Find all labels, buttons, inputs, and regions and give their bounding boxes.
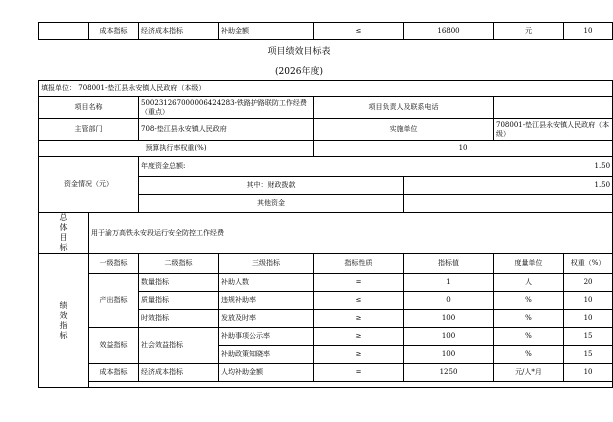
funds-total-value: 1.50 [594,162,611,170]
funds-label: 资金情况（元） [39,157,139,213]
unit-label: 填报单位： [41,84,76,92]
row-level2: 时效指标 [139,310,219,328]
cell-nature: ≤ [314,23,404,40]
row-level3: 补助人数 [219,274,314,292]
row-level2: 经济成本指标 [139,364,219,382]
funds-total-row [139,157,613,177]
row-weight: 20 [564,274,613,292]
row-level3: 发放及时率 [219,310,314,328]
project-name-value: 500231267000006424283-铁路护路联防工作经费（重点） [139,97,314,119]
group-benefit: 效益指标 [89,328,139,364]
performance-target-table [38,80,613,388]
row-weight: 10 [564,310,613,328]
row-unit: % [494,328,564,346]
funds-other-label: 其他资金 [139,195,404,213]
dept-value: 708-垫江县永安镇人民政府 [139,119,314,141]
funds-total-label: 年度资金总额: [141,162,186,170]
funds-fiscal-value: 1.50 [404,177,613,195]
header-nature: 指标性质 [314,254,404,274]
row-value: 100 [404,328,494,346]
year-subtitle: (2026年度) [275,67,323,77]
row-level2: 质量指标 [139,292,219,310]
impl-label: 实施单位 [314,119,494,141]
previous-table-row [38,22,613,40]
row-level3: 补助事项公示率 [219,328,314,346]
cell-level2: 经济成本指标 [139,23,219,40]
row-level2: 数量指标 [139,274,219,292]
row-level2: 社会效益指标 [139,328,219,364]
row-level3: 补助政策知晓率 [219,346,314,364]
row-level3: 人均补助金额 [219,364,314,382]
trailing-blank-row [89,382,613,388]
blank-cell [39,23,89,40]
dept-label: 主管部门 [39,119,139,141]
cell-unit: 元 [494,23,564,40]
cell-weight: 10 [564,23,613,40]
row-nature: = [314,274,404,292]
row-unit: 元/人*月 [494,364,564,382]
goal-text: 用于渝万高铁永安段运行安全防控工作经费 [89,213,613,254]
funds-fiscal-label: 其中：财政拨款 [139,177,404,195]
row-weight: 10 [564,292,613,310]
row-nature: ≥ [314,328,404,346]
row-value: 100 [404,310,494,328]
project-name-label: 项目名称 [39,97,139,119]
perf-label: 绩效指标 [59,300,68,340]
row-level3: 违规补助率 [219,292,314,310]
row-nature: = [314,364,404,382]
funds-other-value [404,195,613,213]
page-title: 项目绩效目标表 [267,47,331,57]
impl-value: 708001-垫江县永安镇人民政府（本级） [494,119,613,141]
goal-label: 总体目标 [59,213,68,252]
row-value: 100 [404,346,494,364]
header-value: 指标值 [404,254,494,274]
header-level3: 三级指标 [219,254,314,274]
responsible-label: 项目负责人及联系电话 [314,97,494,119]
unit-row [39,81,613,97]
row-nature: ≤ [314,292,404,310]
group-output: 产出指标 [89,274,139,328]
header-weight: 权重（%） [564,254,613,274]
cell-level3: 补助金额 [219,23,314,40]
row-weight: 15 [564,328,613,346]
row-unit: % [494,310,564,328]
row-weight: 10 [564,364,613,382]
row-value: 1 [404,274,494,292]
row-nature: ≥ [314,310,404,328]
goal-label-cell [39,213,89,254]
row-value: 1250 [404,364,494,382]
header-level1: 一级指标 [89,254,139,274]
row-unit: % [494,346,564,364]
cell-level1: 成本指标 [89,23,139,40]
header-level2: 二级指标 [139,254,219,274]
budget-rate-label: 预算执行率权重(%) [39,141,314,157]
cell-value: 16800 [404,23,494,40]
row-unit: % [494,292,564,310]
row-unit: 人 [494,274,564,292]
row-nature: ≥ [314,346,404,364]
budget-rate-value: 10 [314,141,613,157]
group-cost: 成本指标 [89,364,139,382]
row-value: 0 [404,292,494,310]
responsible-value [494,97,613,119]
perf-label-cell [39,254,89,388]
header-unit: 度量单位 [494,254,564,274]
row-weight: 15 [564,346,613,364]
unit-value: 708001-垫江县永安镇人民政府（本级） [78,84,206,92]
